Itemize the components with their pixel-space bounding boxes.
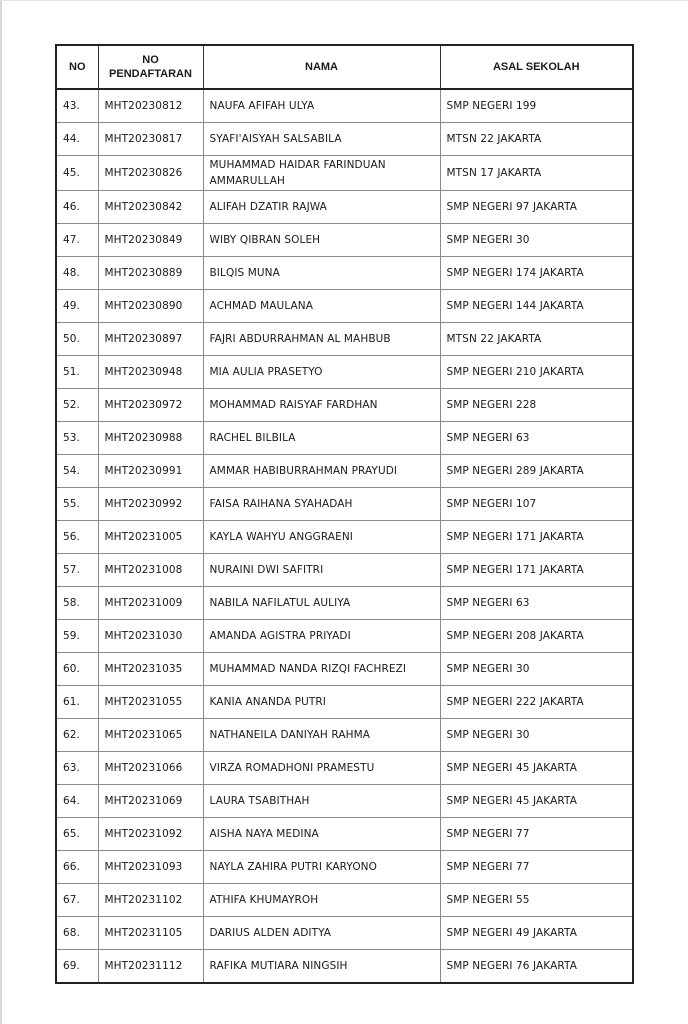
table-header — [56, 45, 633, 89]
cell-no: 65. — [56, 818, 98, 851]
cell-no: 45. — [56, 156, 98, 191]
table-row — [56, 917, 633, 950]
table-row — [56, 488, 633, 521]
cell-name: NAUFA AFIFAH ULYA — [203, 89, 440, 123]
cell-no: 56. — [56, 521, 98, 554]
cell-school-origin: MTSN 17 JAKARTA — [440, 156, 633, 191]
table-row — [56, 290, 633, 323]
cell-school-origin: SMP NEGERI 63 — [440, 422, 633, 455]
table-row — [56, 323, 633, 356]
cell-name: NAYLA ZAHIRA PUTRI KARYONO — [203, 851, 440, 884]
table-row — [56, 224, 633, 257]
cell-school-origin: SMP NEGERI 49 JAKARTA — [440, 917, 633, 950]
cell-school-origin: SMP NEGERI 45 JAKARTA — [440, 785, 633, 818]
cell-name: MUHAMMAD NANDA RIZQI FACHREZI — [203, 653, 440, 686]
cell-registration-number: MHT20230849 — [98, 224, 203, 257]
cell-no: 46. — [56, 191, 98, 224]
table-row — [56, 422, 633, 455]
table-row — [56, 554, 633, 587]
cell-registration-number: MHT20230948 — [98, 356, 203, 389]
table-row — [56, 719, 633, 752]
cell-registration-number: MHT20231065 — [98, 719, 203, 752]
header-registration-line1: NO — [142, 54, 159, 66]
cell-no: 64. — [56, 785, 98, 818]
cell-name: NATHANEILA DANIYAH RAHMA — [203, 719, 440, 752]
table-row — [56, 356, 633, 389]
table-body — [56, 89, 633, 983]
header-no: NO — [56, 45, 98, 89]
table-row — [56, 653, 633, 686]
cell-name: RAFIKA MUTIARA NINGSIH — [203, 950, 440, 984]
cell-no: 66. — [56, 851, 98, 884]
cell-registration-number: MHT20230812 — [98, 89, 203, 123]
cell-name: AMANDA AGISTRA PRIYADI — [203, 620, 440, 653]
cell-no: 49. — [56, 290, 98, 323]
table-row — [56, 620, 633, 653]
cell-name: MOHAMMAD RAISYAF FARDHAN — [203, 389, 440, 422]
table-row — [56, 521, 633, 554]
cell-registration-number: MHT20230992 — [98, 488, 203, 521]
cell-name: WIBY QIBRAN SOLEH — [203, 224, 440, 257]
cell-name: ACHMAD MAULANA — [203, 290, 440, 323]
cell-no: 47. — [56, 224, 98, 257]
table-row — [56, 389, 633, 422]
cell-registration-number: MHT20231093 — [98, 851, 203, 884]
cell-no: 58. — [56, 587, 98, 620]
cell-school-origin: SMP NEGERI 171 JAKARTA — [440, 521, 633, 554]
cell-no: 43. — [56, 89, 98, 123]
cell-no: 62. — [56, 719, 98, 752]
cell-registration-number: MHT20231069 — [98, 785, 203, 818]
cell-name: VIRZA ROMADHONI PRAMESTU — [203, 752, 440, 785]
cell-name: ALIFAH DZATIR RAJWA — [203, 191, 440, 224]
header-registration-line2: PENDAFTARAN — [109, 68, 192, 80]
cell-name: MIA AULIA PRASETYO — [203, 356, 440, 389]
cell-registration-number: MHT20231092 — [98, 818, 203, 851]
cell-name: FAJRI ABDURRAHMAN AL MAHBUB — [203, 323, 440, 356]
cell-no: 51. — [56, 356, 98, 389]
header-registration-number — [98, 45, 203, 89]
cell-name: KANIA ANANDA PUTRI — [203, 686, 440, 719]
table-row — [56, 191, 633, 224]
table-row — [56, 257, 633, 290]
cell-school-origin: SMP NEGERI 107 — [440, 488, 633, 521]
cell-school-origin: SMP NEGERI 289 JAKARTA — [440, 455, 633, 488]
cell-school-origin: SMP NEGERI 210 JAKARTA — [440, 356, 633, 389]
cell-school-origin: SMP NEGERI 199 — [440, 89, 633, 123]
cell-no: 68. — [56, 917, 98, 950]
cell-school-origin: SMP NEGERI 45 JAKARTA — [440, 752, 633, 785]
cell-registration-number: MHT20231066 — [98, 752, 203, 785]
table-row — [56, 89, 633, 123]
table-row — [56, 686, 633, 719]
cell-school-origin: MTSN 22 JAKARTA — [440, 323, 633, 356]
cell-no: 69. — [56, 950, 98, 984]
cell-registration-number: MHT20230897 — [98, 323, 203, 356]
cell-name: AISHA NAYA MEDINA — [203, 818, 440, 851]
cell-registration-number: MHT20231005 — [98, 521, 203, 554]
cell-school-origin: SMP NEGERI 55 — [440, 884, 633, 917]
cell-no: 63. — [56, 752, 98, 785]
cell-registration-number: MHT20230991 — [98, 455, 203, 488]
cell-no: 48. — [56, 257, 98, 290]
cell-school-origin: SMP NEGERI 208 JAKARTA — [440, 620, 633, 653]
cell-school-origin: SMP NEGERI 97 JAKARTA — [440, 191, 633, 224]
cell-school-origin: SMP NEGERI 30 — [440, 224, 633, 257]
cell-no: 60. — [56, 653, 98, 686]
cell-name: KAYLA WAHYU ANGGRAENI — [203, 521, 440, 554]
cell-name: RACHEL BILBILA — [203, 422, 440, 455]
cell-registration-number: MHT20231008 — [98, 554, 203, 587]
cell-registration-number: MHT20231112 — [98, 950, 203, 984]
cell-school-origin: SMP NEGERI 30 — [440, 719, 633, 752]
cell-school-origin: SMP NEGERI 222 JAKARTA — [440, 686, 633, 719]
cell-no: 61. — [56, 686, 98, 719]
page-top-edge — [0, 0, 688, 1]
cell-name: BILQIS MUNA — [203, 257, 440, 290]
cell-name: DARIUS ALDEN ADITYA — [203, 917, 440, 950]
cell-registration-number: MHT20231009 — [98, 587, 203, 620]
cell-no: 53. — [56, 422, 98, 455]
table-row — [56, 950, 633, 984]
cell-registration-number: MHT20230842 — [98, 191, 203, 224]
cell-registration-number: MHT20231055 — [98, 686, 203, 719]
table-row — [56, 884, 633, 917]
table-row — [56, 851, 633, 884]
cell-registration-number: MHT20230889 — [98, 257, 203, 290]
cell-school-origin: SMP NEGERI 171 JAKARTA — [440, 554, 633, 587]
cell-name: NABILA NAFILATUL AULIYA — [203, 587, 440, 620]
header-school-origin: ASAL SEKOLAH — [440, 45, 633, 89]
cell-registration-number: MHT20231035 — [98, 653, 203, 686]
table-row — [56, 123, 633, 156]
cell-name: SYAFI'AISYAH SALSABILA — [203, 123, 440, 156]
cell-registration-number: MHT20230890 — [98, 290, 203, 323]
cell-registration-number: MHT20230826 — [98, 156, 203, 191]
header-row — [56, 45, 633, 89]
header-name: NAMA — [203, 45, 440, 89]
page-left-edge — [0, 0, 2, 1024]
cell-school-origin: SMP NEGERI 63 — [440, 587, 633, 620]
cell-name: NURAINI DWI SAFITRI — [203, 554, 440, 587]
cell-registration-number: MHT20230817 — [98, 123, 203, 156]
cell-no: 54. — [56, 455, 98, 488]
table-row — [56, 785, 633, 818]
cell-school-origin: SMP NEGERI 30 — [440, 653, 633, 686]
cell-no: 57. — [56, 554, 98, 587]
cell-registration-number: MHT20231102 — [98, 884, 203, 917]
cell-no: 44. — [56, 123, 98, 156]
cell-school-origin: SMP NEGERI 228 — [440, 389, 633, 422]
cell-school-origin: SMP NEGERI 144 JAKARTA — [440, 290, 633, 323]
table-row — [56, 587, 633, 620]
cell-school-origin: SMP NEGERI 174 JAKARTA — [440, 257, 633, 290]
cell-name: MUHAMMAD HAIDAR FARINDUAN AMMARULLAH — [203, 156, 440, 191]
cell-name: ATHIFA KHUMAYROH — [203, 884, 440, 917]
table-row — [56, 752, 633, 785]
student-list-table — [55, 44, 634, 984]
cell-school-origin: MTSN 22 JAKARTA — [440, 123, 633, 156]
cell-school-origin: SMP NEGERI 77 — [440, 818, 633, 851]
cell-school-origin: SMP NEGERI 77 — [440, 851, 633, 884]
cell-registration-number: MHT20230988 — [98, 422, 203, 455]
table-row — [56, 455, 633, 488]
cell-no: 67. — [56, 884, 98, 917]
cell-registration-number: MHT20230972 — [98, 389, 203, 422]
cell-name: FAISA RAIHANA SYAHADAH — [203, 488, 440, 521]
table-row — [56, 156, 633, 191]
cell-school-origin: SMP NEGERI 76 JAKARTA — [440, 950, 633, 984]
cell-registration-number: MHT20231030 — [98, 620, 203, 653]
cell-registration-number: MHT20231105 — [98, 917, 203, 950]
cell-no: 52. — [56, 389, 98, 422]
table-row — [56, 818, 633, 851]
cell-name: AMMAR HABIBURRAHMAN PRAYUDI — [203, 455, 440, 488]
cell-name: LAURA TSABITHAH — [203, 785, 440, 818]
cell-no: 50. — [56, 323, 98, 356]
cell-no: 55. — [56, 488, 98, 521]
cell-no: 59. — [56, 620, 98, 653]
